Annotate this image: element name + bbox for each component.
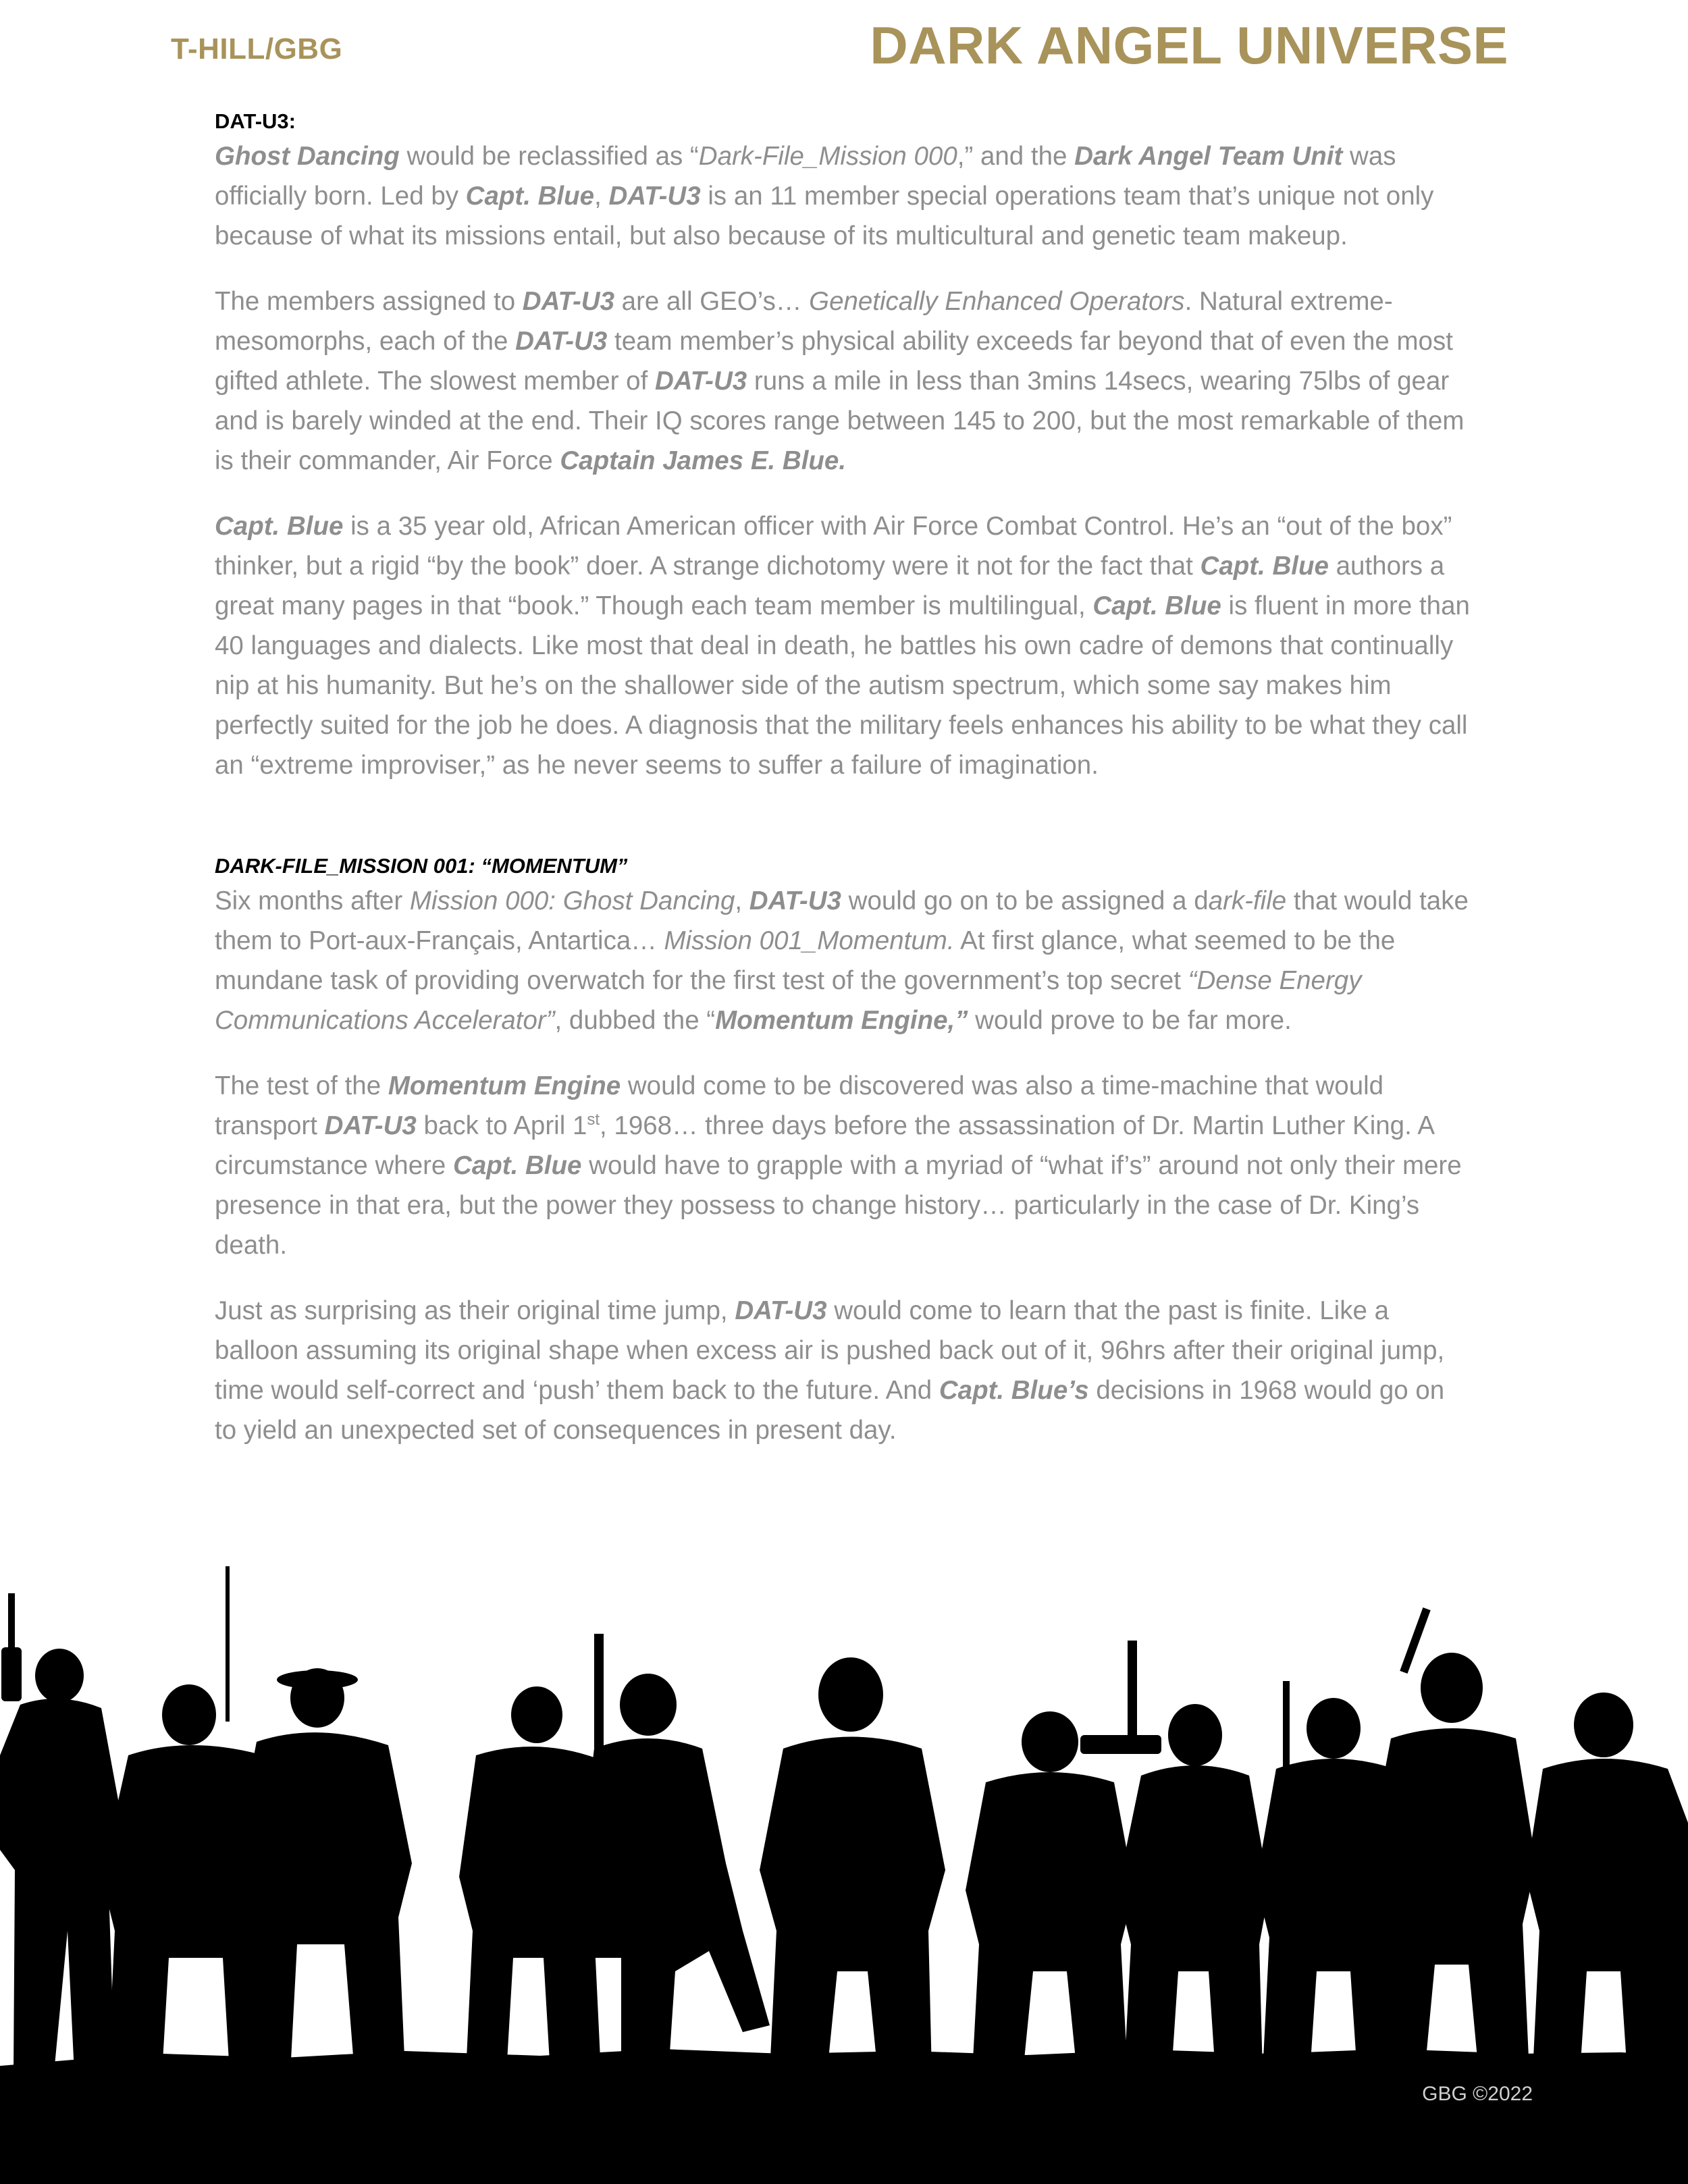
- paragraph: Ghost Dancing would be reclassified as “Dark-File_Mission 000,” and the Dark Angel Team Unit was officially born. Led by Capt. Blue, DAT-U3 is an 11 member special operations team that’s unique not only because of what its missions entail, but also because of its multicultural and genetic team makeup.: [215, 142, 1434, 250]
- paragraph: Just as surprising as their original time jump, DAT-U3 would come to learn that the past is finite. Like a balloon assuming its original shape when excess air is pushed back out of it, 96hrs after their original jump, time would self-correct and ‘push’ them back to the future. And Capt. Blue’s decisions in 1968 would go on to yield an unexpected set of consequences in present day.: [215, 1296, 1445, 1445]
- soldier-silhouette: [233, 1668, 412, 2073]
- soldier-silhouette: [760, 1657, 945, 2073]
- section-spacer: [215, 811, 1471, 851]
- paragraph: The members assigned to DAT-U3 are all GEO’s… Genetically Enhanced Operators. Natural extreme-mesomorphs, each of the DAT-U3 team member’s physical ability exceeds far beyond that of even the most gifted athlete. The slowest member of DAT-U3 runs a mile in less than 3mins 14secs, wearing 75lbs of gear and is barely winded at the end. Their IQ scores range between 145 to 200, but the most remarkable of them is their commander, Air Force Captain James E. Blue.: [215, 287, 1465, 475]
- soldier-silhouette: [1367, 1607, 1536, 2073]
- soldier-silhouette: [1526, 1693, 1688, 2073]
- paragraph: Capt. Blue is a 35 year old, African American officer with Air Force Combat Control. He’s an “out of the box” thinker, but a rigid “by the book” doer. A strange dichotomy were it not for the fact that Capt. Blue authors a great many pages in that “book.” Though each team member is multilingual, Capt. Blue is fluent in more than 40 languages and dialects. Like most that deal in death, he battles his own cadre of demons that continually nip at his humanity. But he’s on the shallower side of the autism spectrum, which some say makes him perfectly suited for the job he does. A diagnosis that the military feels enhances his ability to be what they call an “extreme improviser,” as he never seems to suffer a failure of imagination.: [215, 512, 1470, 780]
- soldier-silhouette: [0, 1593, 125, 2073]
- paragraph: The test of the Momentum Engine would come to be discovered was also a time-machine that would transport DAT-U3 back to April 1st, 1968… three days before the assassination of Dr. Martin Luther King. A circumstance where Capt. Blue would have to grapple with a myriad of “what if’s” around not only their mere presence in that era, but the power they possess to change history… particularly in the case of Dr. King’s death.: [215, 1071, 1462, 1260]
- section-heading-datu3: DAT-U3:: [215, 109, 296, 133]
- page-title: DARK ANGEL UNIVERSE: [870, 16, 1508, 75]
- copyright-footer: GBG ©2022: [1422, 2083, 1533, 2105]
- document-body: [215, 107, 1471, 1476]
- soldier-silhouette: [966, 1711, 1134, 2073]
- header-left-label: T-HILL/GBG: [171, 32, 343, 65]
- paragraph: Six months after Mission 000: Ghost Dancing, DAT-U3 would go on to be assigned a dark-file that would take them to Port-aux-Français, Antartica… Mission 001_Momentum. At first glance, what seemed to be the mundane task of providing overwatch for the first test of the government’s top secret “Dense Energy Communications Accelerator”, dubbed the “Momentum Engine,” would prove to be far more.: [215, 886, 1469, 1035]
- section-heading-mission-001: DARK-FILE_MISSION 001: “MOMENTUM”: [215, 854, 628, 878]
